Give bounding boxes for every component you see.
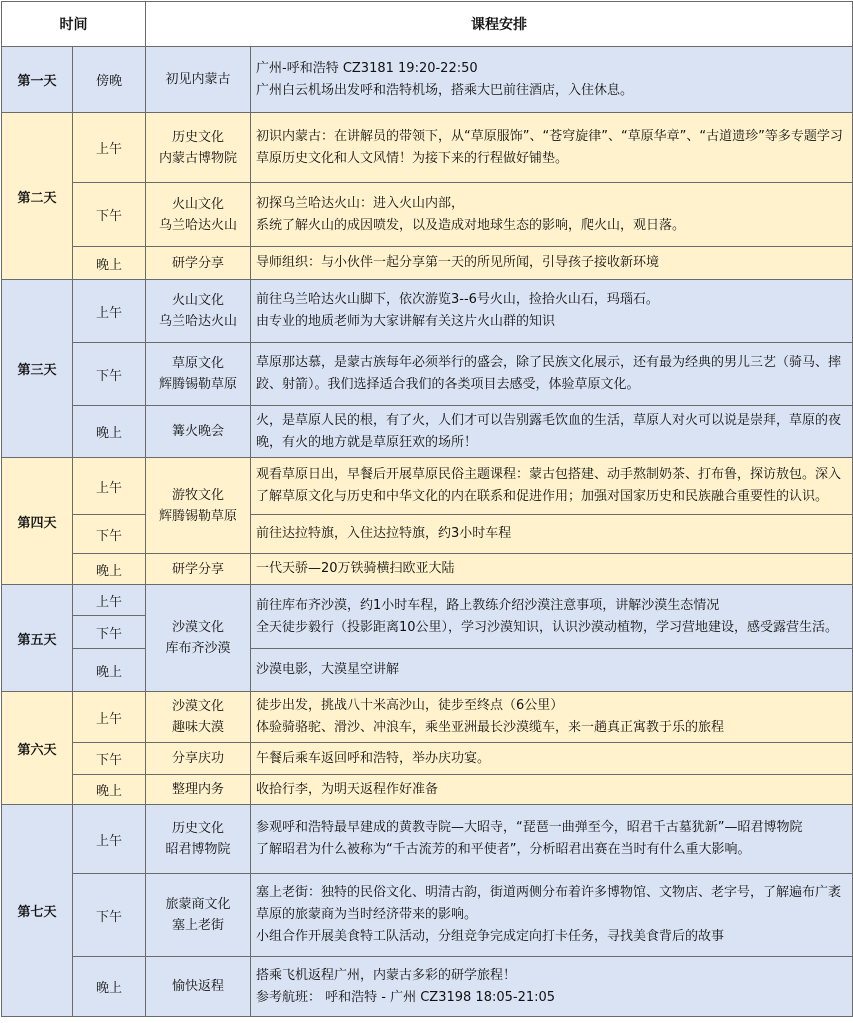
period: 晚上: [73, 247, 146, 280]
period: 下午: [73, 616, 146, 649]
period: 傍晚: [73, 47, 146, 113]
theme: 研学分享: [146, 554, 251, 585]
theme: 篝火晚会: [146, 406, 251, 458]
header-time: 时间: [2, 2, 146, 47]
period: 晚上: [73, 957, 146, 1017]
day3-eve-row: [2, 406, 853, 458]
theme: 整理内务: [146, 775, 251, 805]
content: 观看草原日出，早餐后开展草原民俗主题课程：蒙古包搭建、动手熬制奶茶、打布鲁，探访敖包。深入了解草原文化与历史和中华文化的内在联系和促进作用；加强对国家历史和民族融合重要性的认识。: [251, 458, 853, 515]
content: 前往库布齐沙漠，约1小时车程，路上教练介绍沙漠注意事项，讲解沙漠生态情况 全天徒步毅行（投影距离10公里），学习沙漠知识，认识沙漠动植物，学习营地建设，感受露营生活。: [251, 585, 853, 649]
day5-eve-row: [2, 649, 853, 692]
day7-eve-row: [2, 957, 853, 1017]
period: 下午: [73, 183, 146, 247]
theme: 愉快返程: [146, 957, 251, 1017]
day-label: 第二天: [2, 113, 73, 280]
day2-am-row: [2, 113, 853, 183]
period: 上午: [73, 458, 146, 515]
theme: 火山文化 乌兰哈达火山: [146, 280, 251, 343]
period: 上午: [73, 805, 146, 874]
content: 导师组织：与小伙伴一起分享第一天的所见所闻，引导孩子接收新环境: [251, 247, 853, 280]
theme: 火山文化 乌兰哈达火山: [146, 183, 251, 247]
period: 晚上: [73, 554, 146, 585]
day6-eve-row: [2, 775, 853, 805]
day4-pm-row: [2, 515, 853, 554]
content: 收拾行李，为明天返程作好准备: [251, 775, 853, 805]
theme: 草原文化 辉腾锡勒草原: [146, 343, 251, 406]
content: 初识内蒙古：在讲解员的带领下，从“草原服饰”、“苍穹旋律”、“草原华章”、“古道遗珍”等多专题学习草原历史文化和人文风情！为接下来的行程做好铺垫。: [251, 113, 853, 183]
content: 草原那达慕，是蒙古族每年必须举行的盛会，除了民族文化展示，还有最为经典的男儿三艺（骑马、摔跤、射箭）。我们选择适合我们的各类项目去感受，体验草原文化。: [251, 343, 853, 406]
theme: 沙漠文化 趣味大漠: [146, 692, 251, 743]
header-schedule: 课程安排: [146, 2, 853, 47]
content: 搭乘飞机返程广州，内蒙古多彩的研学旅程！ 参考航班： 呼和浩特 - 广州 CZ3198 18:05-21:05: [251, 957, 853, 1017]
day-label: 第一天: [2, 47, 73, 113]
day-label: 第三天: [2, 280, 73, 458]
period: 上午: [73, 280, 146, 343]
period: 下午: [73, 515, 146, 554]
content: 前往达拉特旗，入住达拉特旗，约3小时车程: [251, 515, 853, 554]
period: 上午: [73, 692, 146, 743]
theme: 沙漠文化 库布齐沙漠: [146, 585, 251, 692]
day2-pm-row: [2, 183, 853, 247]
day-label: 第五天: [2, 585, 73, 692]
content: 一代天骄—20万铁骑横扫欧亚大陆: [251, 554, 853, 585]
content: 广州-呼和浩特 CZ3181 19:20-22:50 广州白云机场出发呼和浩特机场，搭乘大巴前往酒店，入住休息。: [251, 47, 853, 113]
theme: 研学分享: [146, 247, 251, 280]
day-label: 第四天: [2, 458, 73, 585]
day1-row: [2, 47, 853, 113]
day7-pm-row: [2, 874, 853, 957]
theme: 旅蒙商文化 塞上老街: [146, 874, 251, 957]
theme: 初见内蒙古: [146, 47, 251, 113]
theme: 游牧文化 辉腾锡勒草原: [146, 458, 251, 554]
day-label: 第七天: [2, 805, 73, 1017]
period: 晚上: [73, 775, 146, 805]
day-label: 第六天: [2, 692, 73, 805]
content: 徒步出发，挑战八十米高沙山，徒步至终点（6公里） 体验骑骆驼、滑沙、冲浪车，乘坐亚洲最长沙漠缆车，来一趟真正寓教于乐的旅程: [251, 692, 853, 743]
day6-pm-row: [2, 743, 853, 775]
content: 沙漠电影，大漠星空讲解: [251, 649, 853, 692]
theme: 分享庆功: [146, 743, 251, 775]
day3-pm-row: [2, 343, 853, 406]
day2-eve-row: [2, 247, 853, 280]
period: 上午: [73, 585, 146, 616]
theme: 历史文化 昭君博物院: [146, 805, 251, 874]
period: 下午: [73, 874, 146, 957]
period: 晚上: [73, 406, 146, 458]
day7-am-row: [2, 805, 853, 874]
period: 上午: [73, 113, 146, 183]
period: 下午: [73, 343, 146, 406]
day3-am-row: [2, 280, 853, 343]
content: 火，是草原人民的根，有了火，人们才可以告别露毛饮血的生活，草原人对火可以说是崇拜，草原的夜晚，有火的地方就是草原狂欢的场所！: [251, 406, 853, 458]
period: 下午: [73, 743, 146, 775]
period: 晚上: [73, 649, 146, 692]
content: 塞上老街：独特的民俗文化、明清古韵，街道两侧分布着许多博物馆、文物店、老字号，了解遍布广袤草原的旅蒙商为当时经济带来的影响。 小组合作开展美食特工队活动，分组竞争完成定向打卡任务，寻找美食背后的故事: [251, 874, 853, 957]
day6-am-row: [2, 692, 853, 743]
content: 前往乌兰哈达火山脚下，依次游览3--6号火山，捡拾火山石，玛瑙石。 由专业的地质老师为大家讲解有关这片火山群的知识: [251, 280, 853, 343]
day4-eve-row: [2, 554, 853, 585]
day4-am-row: [2, 458, 853, 515]
day5-am-row: [2, 585, 853, 616]
theme: 历史文化 内蒙古博物院: [146, 113, 251, 183]
content: 参观呼和浩特最早建成的黄教寺院—大昭寺，“琵琶一曲弹至今，昭君千古墓犹新”—昭君博物院 了解昭君为什么被称为“千古流芳的和平使者”，分析昭君出赛在当时有什么重大影响。: [251, 805, 853, 874]
header-row: [2, 2, 853, 47]
itinerary-table: [1, 1, 853, 1017]
content: 初探乌兰哈达火山：进入火山内部， 系统了解火山的成因喷发，以及造成对地球生态的影响，爬火山，观日落。: [251, 183, 853, 247]
content: 午餐后乘车返回呼和浩特，举办庆功宴。: [251, 743, 853, 775]
